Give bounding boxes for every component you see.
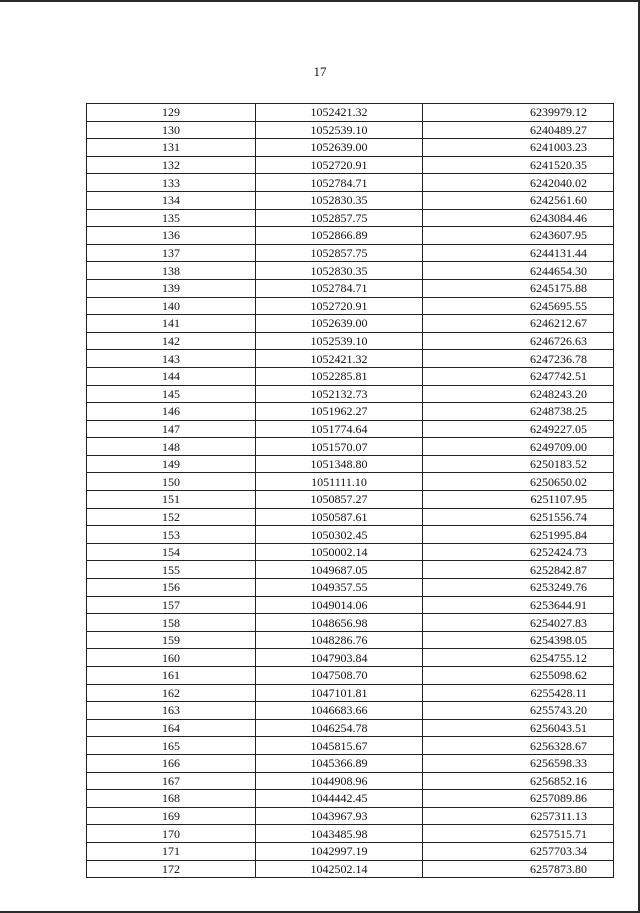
point-number-cell: 135	[87, 209, 256, 227]
point-number-cell: 154	[87, 543, 256, 561]
x-coordinate-cell: 1052539.10	[256, 121, 423, 139]
table-row	[87, 754, 614, 772]
table-row	[87, 614, 614, 632]
y-coordinate-cell: 6244654.30	[423, 262, 614, 280]
x-coordinate-cell: 1043485.98	[256, 825, 423, 843]
table-row	[87, 174, 614, 192]
table-row	[87, 561, 614, 579]
y-coordinate-cell: 6249709.00	[423, 438, 614, 456]
x-coordinate-cell: 1048656.98	[256, 614, 423, 632]
y-coordinate-cell: 6257873.80	[423, 860, 614, 878]
point-number-cell: 162	[87, 684, 256, 702]
point-number-cell: 166	[87, 754, 256, 772]
y-coordinate-cell: 6252424.73	[423, 543, 614, 561]
y-coordinate-cell: 6252842.87	[423, 561, 614, 579]
point-number-cell: 172	[87, 860, 256, 878]
table-row	[87, 702, 614, 720]
y-coordinate-cell: 6255743.20	[423, 702, 614, 720]
table-row	[87, 790, 614, 808]
table-row	[87, 719, 614, 737]
y-coordinate-cell: 6254755.12	[423, 649, 614, 667]
x-coordinate-cell: 1043967.93	[256, 807, 423, 825]
x-coordinate-cell: 1045366.89	[256, 754, 423, 772]
y-coordinate-cell: 6240489.27	[423, 121, 614, 139]
table-row	[87, 473, 614, 491]
point-number-cell: 130	[87, 121, 256, 139]
y-coordinate-cell: 6241003.23	[423, 139, 614, 157]
y-coordinate-cell: 6251107.95	[423, 491, 614, 509]
point-number-cell: 152	[87, 508, 256, 526]
x-coordinate-cell: 1047903.84	[256, 649, 423, 667]
x-coordinate-cell: 1052720.91	[256, 156, 423, 174]
table-row	[87, 596, 614, 614]
x-coordinate-cell: 1050857.27	[256, 491, 423, 509]
point-number-cell: 160	[87, 649, 256, 667]
point-number-cell: 148	[87, 438, 256, 456]
table-row	[87, 860, 614, 878]
table-row	[87, 667, 614, 685]
table-row	[87, 121, 614, 139]
x-coordinate-cell: 1045815.67	[256, 737, 423, 755]
point-number-cell: 156	[87, 579, 256, 597]
y-coordinate-cell: 6249227.05	[423, 420, 614, 438]
point-number-cell: 146	[87, 403, 256, 421]
table-row	[87, 156, 614, 174]
y-coordinate-cell: 6256328.67	[423, 737, 614, 755]
y-coordinate-cell: 6250183.52	[423, 455, 614, 473]
point-number-cell: 168	[87, 790, 256, 808]
y-coordinate-cell: 6256598.33	[423, 754, 614, 772]
y-coordinate-cell: 6242561.60	[423, 191, 614, 209]
x-coordinate-cell: 1051111.10	[256, 473, 423, 491]
point-number-cell: 158	[87, 614, 256, 632]
point-number-cell: 134	[87, 191, 256, 209]
x-coordinate-cell: 1049687.05	[256, 561, 423, 579]
table-row	[87, 297, 614, 315]
y-coordinate-cell: 6256043.51	[423, 719, 614, 737]
point-number-cell: 136	[87, 227, 256, 245]
table-row	[87, 385, 614, 403]
table-row	[87, 420, 614, 438]
point-number-cell: 144	[87, 367, 256, 385]
x-coordinate-cell: 1052285.81	[256, 367, 423, 385]
y-coordinate-cell: 6257089.86	[423, 790, 614, 808]
table-row	[87, 684, 614, 702]
x-coordinate-cell: 1051570.07	[256, 438, 423, 456]
table-row	[87, 842, 614, 860]
table-row	[87, 403, 614, 421]
point-number-cell: 129	[87, 104, 256, 122]
point-number-cell: 142	[87, 332, 256, 350]
point-number-cell: 167	[87, 772, 256, 790]
y-coordinate-cell: 6251995.84	[423, 526, 614, 544]
x-coordinate-cell: 1052784.71	[256, 174, 423, 192]
point-number-cell: 161	[87, 667, 256, 685]
x-coordinate-cell: 1044908.96	[256, 772, 423, 790]
point-number-cell: 151	[87, 491, 256, 509]
x-coordinate-cell: 1050302.45	[256, 526, 423, 544]
point-number-cell: 147	[87, 420, 256, 438]
table-row	[87, 508, 614, 526]
x-coordinate-cell: 1050002.14	[256, 543, 423, 561]
y-coordinate-cell: 6244131.44	[423, 244, 614, 262]
x-coordinate-cell: 1046683.66	[256, 702, 423, 720]
table-row	[87, 737, 614, 755]
y-coordinate-cell: 6257703.34	[423, 842, 614, 860]
y-coordinate-cell: 6246726.63	[423, 332, 614, 350]
x-coordinate-cell: 1051962.27	[256, 403, 423, 421]
table-row	[87, 526, 614, 544]
table-row	[87, 772, 614, 790]
y-coordinate-cell: 6247742.51	[423, 367, 614, 385]
point-number-cell: 143	[87, 350, 256, 368]
x-coordinate-cell: 1049357.55	[256, 579, 423, 597]
point-number-cell: 131	[87, 139, 256, 157]
point-number-cell: 150	[87, 473, 256, 491]
table-row	[87, 279, 614, 297]
point-number-cell: 132	[87, 156, 256, 174]
coordinates-table	[86, 103, 614, 878]
x-coordinate-cell: 1048286.76	[256, 631, 423, 649]
table-row	[87, 262, 614, 280]
point-number-cell: 163	[87, 702, 256, 720]
x-coordinate-cell: 1052720.91	[256, 297, 423, 315]
point-number-cell: 165	[87, 737, 256, 755]
point-number-cell: 138	[87, 262, 256, 280]
x-coordinate-cell: 1052784.71	[256, 279, 423, 297]
x-coordinate-cell: 1052830.35	[256, 262, 423, 280]
point-number-cell: 139	[87, 279, 256, 297]
x-coordinate-cell: 1047101.81	[256, 684, 423, 702]
point-number-cell: 171	[87, 842, 256, 860]
table-row	[87, 227, 614, 245]
x-coordinate-cell: 1044442.45	[256, 790, 423, 808]
point-number-cell: 155	[87, 561, 256, 579]
point-number-cell: 141	[87, 315, 256, 333]
point-number-cell: 133	[87, 174, 256, 192]
y-coordinate-cell: 6254027.83	[423, 614, 614, 632]
y-coordinate-cell: 6241520.35	[423, 156, 614, 174]
x-coordinate-cell: 1042502.14	[256, 860, 423, 878]
y-coordinate-cell: 6247236.78	[423, 350, 614, 368]
table-row	[87, 332, 614, 350]
y-coordinate-cell: 6257515.71	[423, 825, 614, 843]
table-row	[87, 191, 614, 209]
y-coordinate-cell: 6253249.76	[423, 579, 614, 597]
x-coordinate-cell: 1051774.64	[256, 420, 423, 438]
y-coordinate-cell: 6243084.46	[423, 209, 614, 227]
point-number-cell: 164	[87, 719, 256, 737]
page-edge-top	[0, 0, 640, 2]
table-row	[87, 807, 614, 825]
point-number-cell: 145	[87, 385, 256, 403]
y-coordinate-cell: 6256852.16	[423, 772, 614, 790]
table-row	[87, 455, 614, 473]
table-row	[87, 244, 614, 262]
x-coordinate-cell: 1052639.00	[256, 315, 423, 333]
table-row	[87, 315, 614, 333]
x-coordinate-cell: 1052857.75	[256, 209, 423, 227]
x-coordinate-cell: 1049014.06	[256, 596, 423, 614]
y-coordinate-cell: 6242040.02	[423, 174, 614, 192]
y-coordinate-cell: 6257311.13	[423, 807, 614, 825]
y-coordinate-cell: 6255098.62	[423, 667, 614, 685]
y-coordinate-cell: 6239979.12	[423, 104, 614, 122]
table-row	[87, 649, 614, 667]
y-coordinate-cell: 6250650.02	[423, 473, 614, 491]
y-coordinate-cell: 6248243.20	[423, 385, 614, 403]
point-number-cell: 137	[87, 244, 256, 262]
point-number-cell: 169	[87, 807, 256, 825]
table-row	[87, 209, 614, 227]
x-coordinate-cell: 1052421.32	[256, 104, 423, 122]
table-row	[87, 438, 614, 456]
table-row	[87, 491, 614, 509]
x-coordinate-cell: 1052639.00	[256, 139, 423, 157]
y-coordinate-cell: 6248738.25	[423, 403, 614, 421]
x-coordinate-cell: 1052857.75	[256, 244, 423, 262]
x-coordinate-cell: 1050587.61	[256, 508, 423, 526]
x-coordinate-cell: 1046254.78	[256, 719, 423, 737]
table-row	[87, 631, 614, 649]
point-number-cell: 170	[87, 825, 256, 843]
x-coordinate-cell: 1052866.89	[256, 227, 423, 245]
y-coordinate-cell: 6243607.95	[423, 227, 614, 245]
point-number-cell: 140	[87, 297, 256, 315]
x-coordinate-cell: 1052132.73	[256, 385, 423, 403]
table-row	[87, 367, 614, 385]
y-coordinate-cell: 6245695.55	[423, 297, 614, 315]
point-number-cell: 149	[87, 455, 256, 473]
point-number-cell: 153	[87, 526, 256, 544]
coordinates-table-body	[87, 104, 614, 878]
table-row	[87, 825, 614, 843]
y-coordinate-cell: 6254398.05	[423, 631, 614, 649]
y-coordinate-cell: 6253644.91	[423, 596, 614, 614]
table-row	[87, 104, 614, 122]
table-row	[87, 350, 614, 368]
x-coordinate-cell: 1052421.32	[256, 350, 423, 368]
table-row	[87, 139, 614, 157]
x-coordinate-cell: 1051348.80	[256, 455, 423, 473]
y-coordinate-cell: 6246212.67	[423, 315, 614, 333]
y-coordinate-cell: 6255428.11	[423, 684, 614, 702]
x-coordinate-cell: 1042997.19	[256, 842, 423, 860]
x-coordinate-cell: 1047508.70	[256, 667, 423, 685]
point-number-cell: 159	[87, 631, 256, 649]
table-row	[87, 579, 614, 597]
x-coordinate-cell: 1052539.10	[256, 332, 423, 350]
y-coordinate-cell: 6251556.74	[423, 508, 614, 526]
table-row	[87, 543, 614, 561]
point-number-cell: 157	[87, 596, 256, 614]
x-coordinate-cell: 1052830.35	[256, 191, 423, 209]
y-coordinate-cell: 6245175.88	[423, 279, 614, 297]
page-number: 17	[313, 64, 327, 79]
